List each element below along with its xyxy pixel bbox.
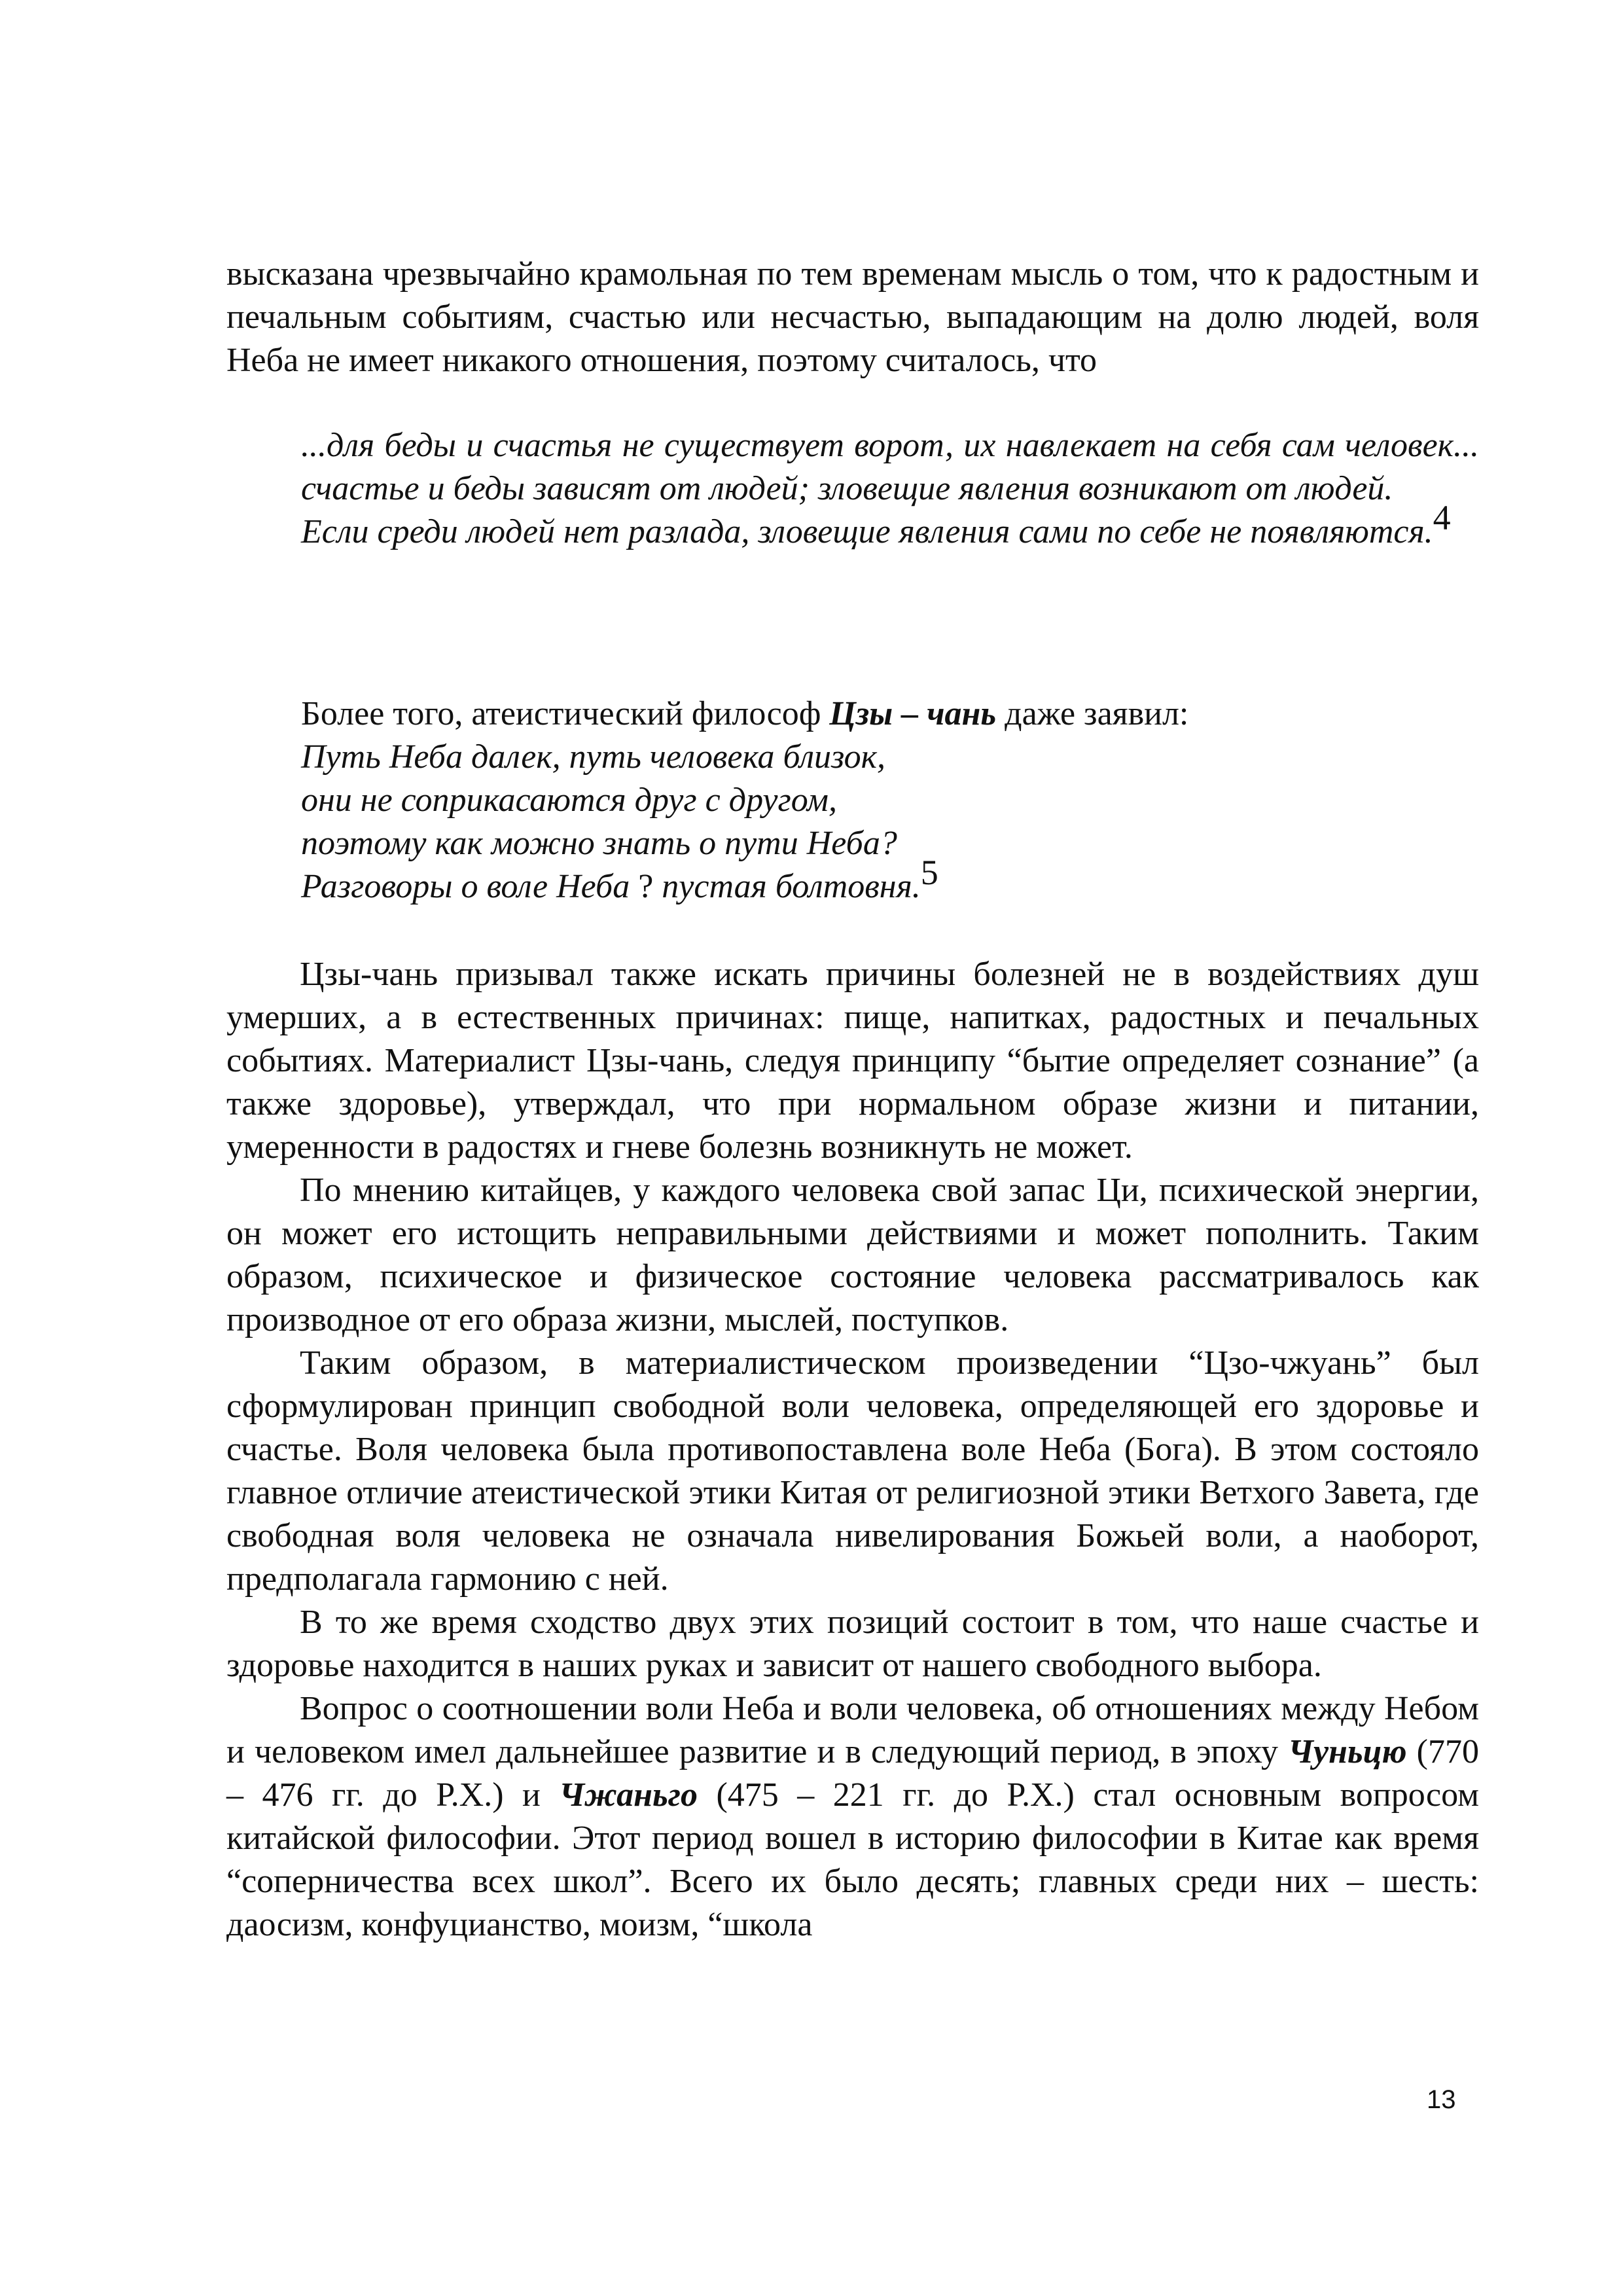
- paragraph-1: Цзы-чань призывал также искать причины болезней не в воздействиях душ умерших, а в естественных причинах: пище, напитках, радостных и печальных событиях. Материалист Цзы-чань, следуя принципу “бытие определяет сознание” (а также здоровье), утверждал, что при нормальном образе жизни и питании, умеренности в радостях и гневе болезнь возникнуть не может.: [226, 956, 1479, 1166]
- paragraph-5: Вопрос о соотношении воли Неба и воли человека, об отношениях между Небом и человеком имел дальнейшее развитие и в следующий период, в эпоху Чуньцю (770 – 476 гг. до Р.Х.) и Чжаньго (475 – 221 гг. до Р.Х.) стал основным вопросом китайской философии. Этот период вошел в историю философии в Китае как время “соперничества всех школ”. Всего их было десять; главных среди них – шесть: даосизм, конфуцианство, моизм, “школа: [226, 1690, 1479, 1943]
- era-name-zhanguo: Чжаньго: [559, 1776, 698, 1814]
- intro-paragraph: [226, 253, 1479, 382]
- paragraph-2: По мнению китайцев, у каждого человека свой запас Ци, психической энергии, он может его истощить неправильными действиями и может пополнить. Таким образом, психическое и физическое состояние человека рассматривалось как производное от его образа жизни, мыслей, поступков.: [226, 1172, 1479, 1338]
- quote1-line2: [301, 498, 1479, 554]
- footnote-ref-5[interactable]: 5: [920, 853, 938, 892]
- main-text: [226, 953, 1479, 1946]
- quote1-text1: ...для беды и счастья не существует ворот, их навлекает на себя сам человек... счастье и беды зависят от людей; зловещие явления возникают от людей.: [301, 427, 1479, 507]
- person-name-tszy-chan: Цзы – чань: [829, 695, 997, 732]
- quote2-line1: Путь Неба далек, путь человека близок,: [301, 738, 885, 776]
- quote2-lead: Более того, атеистический философ Цзы – чань даже заявил:: [301, 695, 1189, 732]
- paragraph-4: В то же время сходство двух этих позиций состоит в том, что наше счастье и здоровье находится в наших руках и зависит от нашего свободного выбора.: [226, 1604, 1479, 1684]
- paragraph-3: Таким образом, в материалистическом произведении “Цзо-чжуань” был сформулирован принцип свободной воли человека, определяющей его здоровье и счастье. Воля человека была противопоставлена воле Неба (Бога). В этом состояло главное отличие атеистической этики Китая от религиозной этики Ветхого Завета, где свободная воля человека не означала нивелирования Божьей воли, а наоборот, предполагала гармонию с ней.: [226, 1344, 1479, 1598]
- quote-block-2: [301, 692, 1479, 908]
- quote1-text2: Если среди людей нет разлада, зловещие явления сами по себе не появляются.: [301, 513, 1433, 550]
- quote-block-1: [301, 424, 1479, 554]
- quote2-line2: они не соприкасаются друг с другом,: [301, 781, 837, 819]
- footnote-ref-4[interactable]: 4: [1433, 498, 1451, 537]
- era-name-chunqiu: Чуньцю: [1288, 1733, 1407, 1770]
- quote2-line4: Разговоры о воле Неба ? пустая болтовня.5: [301, 853, 938, 905]
- intro-text: высказана чрезвычайно крамольная по тем временам мысль о том, что к радостным и печальным событиям, счастью или несчастью, выпадающим на долю людей, воля Неба не имеет никакого отношения, поэтому считалось, что: [226, 255, 1479, 379]
- page-number: 13: [1427, 2085, 1456, 2114]
- quote2-line3: поэтому как можно знать о пути Неба?: [301, 825, 897, 862]
